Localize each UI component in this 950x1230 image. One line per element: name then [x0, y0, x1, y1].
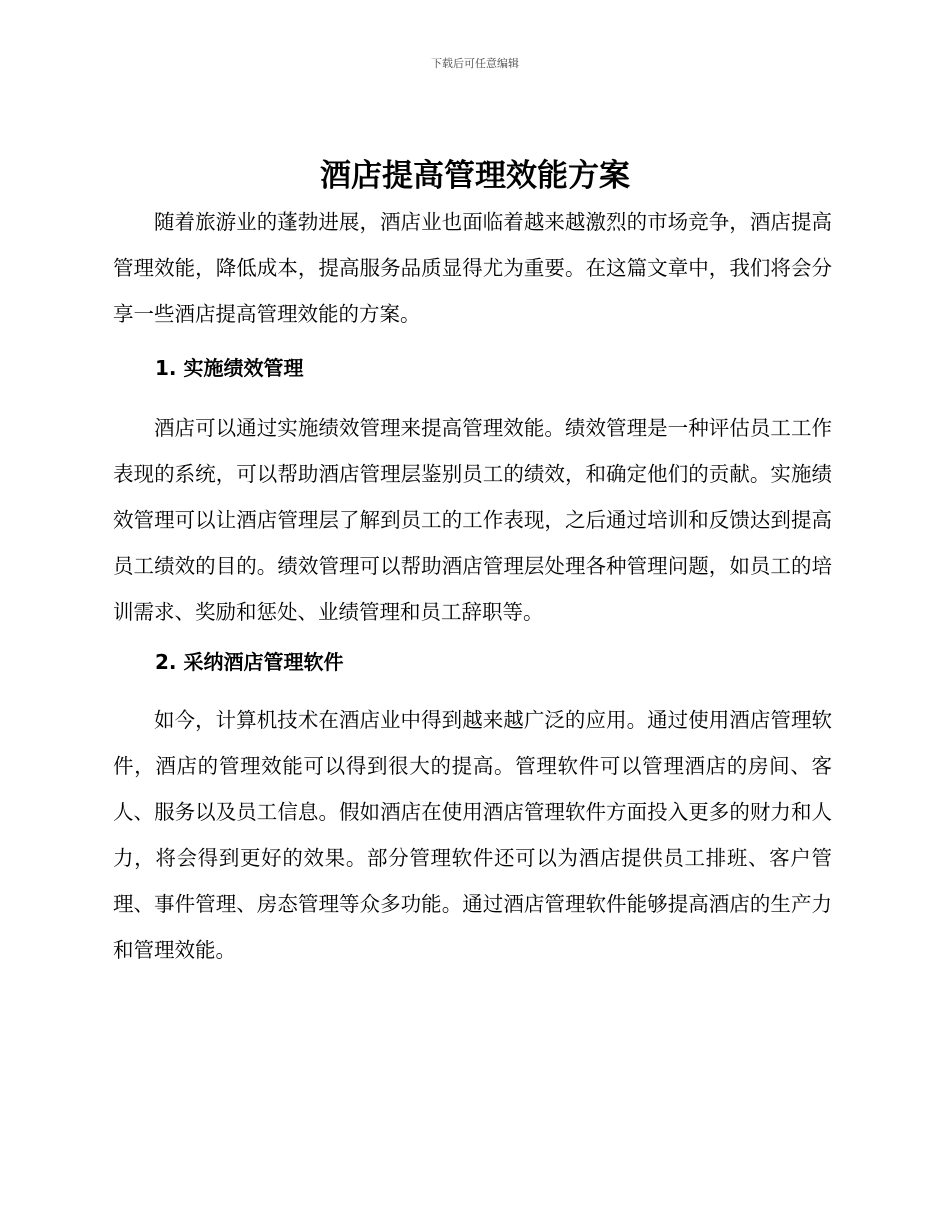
section-heading-performance-management: 1. 实施绩效管理	[155, 356, 304, 380]
section-heading-hotel-software: 2. 采纳酒店管理软件	[155, 650, 344, 674]
header-note: 下载后可任意编辑	[431, 57, 519, 70]
document-title: 酒店提高管理效能方案	[320, 158, 630, 194]
section-body-performance-management: 酒店可以通过实施绩效管理来提高管理效能。绩效管理是一种评估员工工作表现的系统，可以帮助酒店管理层鉴别员工的绩效，和确定他们的贡献。实施绩效管理可以让酒店管理层了解到员工的工作表现，之后通过培训和反馈达到提高员工绩效的目的。绩效管理可以帮助酒店管理层处理各种管理问题，如员工的培训需求、奖励和惩处、业绩管理和员工辞职等。	[113, 416, 832, 624]
section-body-hotel-software: 如今，计算机技术在酒店业中得到越来越广泛的应用。通过使用酒店管理软件，酒店的管理效能可以得到很大的提高。管理软件可以管理酒店的房间、客人、服务以及员工信息。假如酒店在使用酒店管理软件方面投入更多的财力和人力，将会得到更好的效果。部分管理软件还可以为酒店提供员工排班、客户管理、事件管理、房态管理等众多功能。通过酒店管理软件能够提高酒店的生产力和管理效能。	[113, 708, 832, 962]
intro-paragraph: 随着旅游业的蓬勃进展，酒店业也面临着越来越激烈的市场竞争，酒店提高管理效能，降低成本，提高服务品质显得尤为重要。在这篇文章中，我们将会分享一些酒店提高管理效能的方案。	[113, 210, 832, 326]
